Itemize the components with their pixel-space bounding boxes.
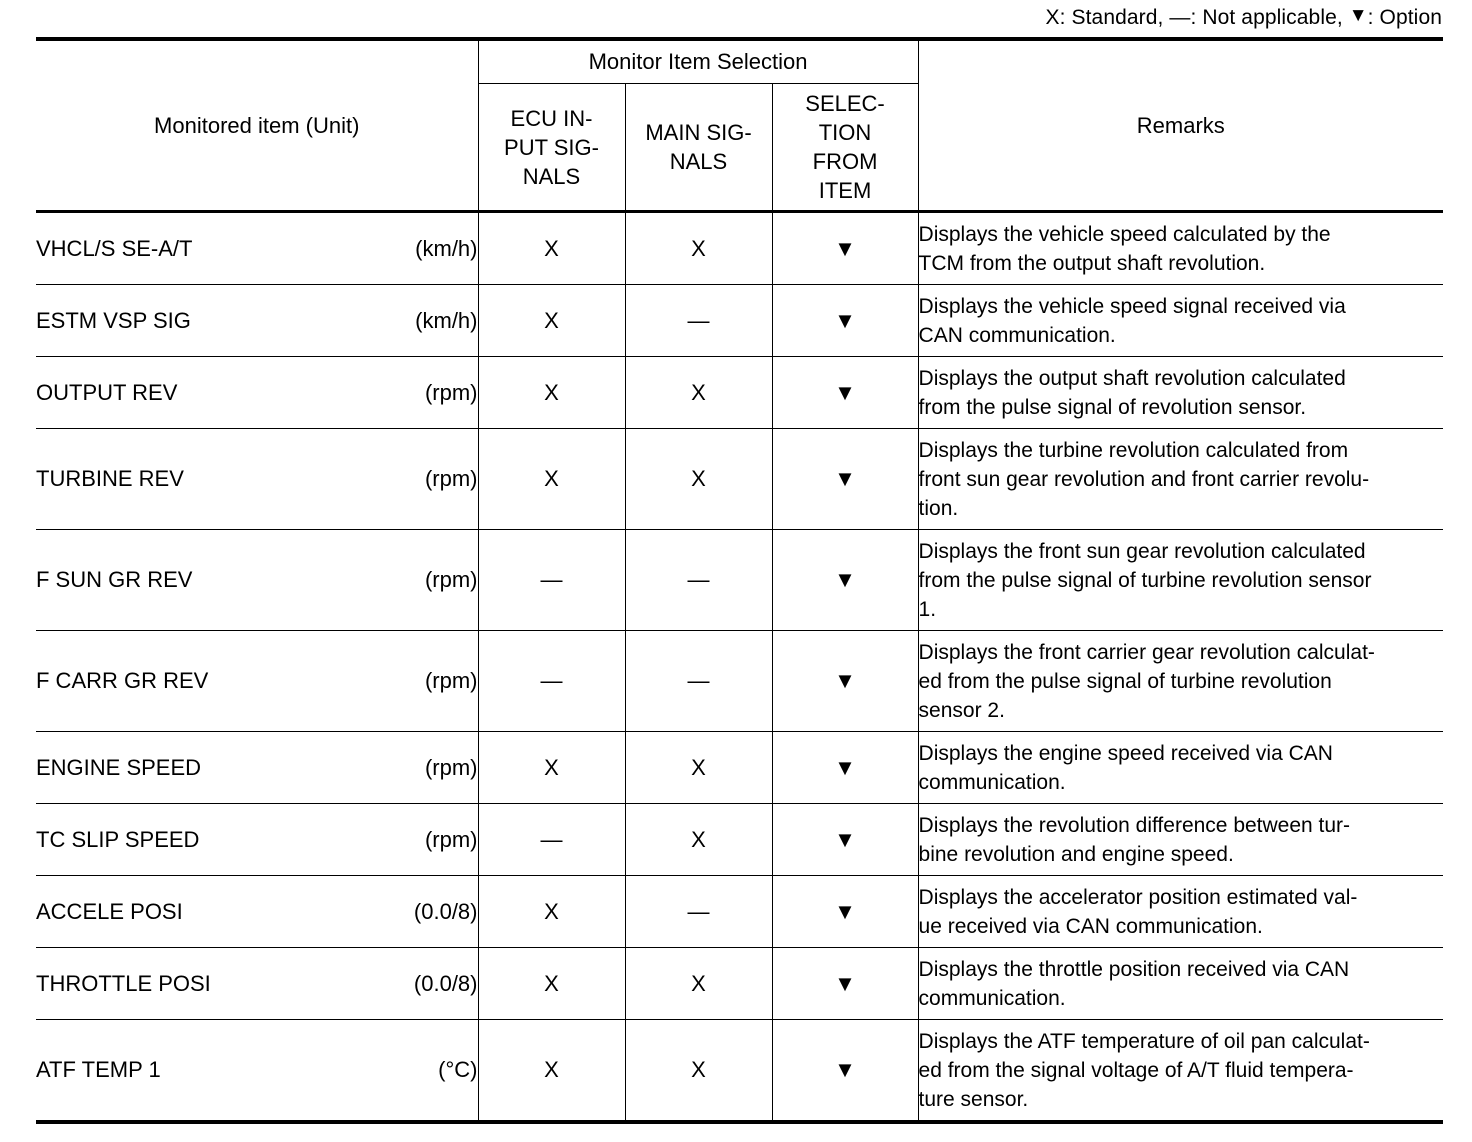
option-triangle-icon: ▼ xyxy=(834,898,856,924)
selection-mark xyxy=(772,876,918,948)
main-signal-mark: X xyxy=(625,948,772,1020)
monitored-item-cell xyxy=(36,212,478,285)
monitored-item-cell xyxy=(36,429,478,530)
selection-mark xyxy=(772,530,918,631)
main-signal-mark: X xyxy=(625,1020,772,1123)
option-triangle-icon: ▼ xyxy=(834,235,856,261)
item-name: F SUN GR REV xyxy=(36,567,193,592)
selection-mark xyxy=(772,804,918,876)
legend-standard: X: Standard, xyxy=(1045,6,1164,29)
header-ecu-line: NALS xyxy=(522,163,581,189)
remark-line: ed from the pulse signal of turbine revolution xyxy=(918,669,1332,693)
main-signal-mark: — xyxy=(625,876,772,948)
main-signal-mark: — xyxy=(625,285,772,357)
legend-not-applicable: —: Not applicable, xyxy=(1169,6,1343,29)
remark-line: Displays the vehicle speed signal received via xyxy=(918,294,1346,318)
selection-mark xyxy=(772,1020,918,1123)
table-row xyxy=(36,948,1443,1020)
option-triangle-icon: ▼ xyxy=(834,1057,856,1082)
remarks-cell xyxy=(918,357,1443,429)
table-row xyxy=(36,212,1443,285)
remarks-cell xyxy=(918,732,1443,804)
item-unit: (°C) xyxy=(438,1057,478,1082)
remark-line: front sun gear revolution and front carrier revolu- xyxy=(918,467,1370,491)
main-signal-mark: X xyxy=(625,357,772,429)
header-selection-line: SELEC- xyxy=(805,91,885,116)
remark-line: ture sensor. xyxy=(918,1087,1029,1111)
remarks-cell xyxy=(918,631,1443,732)
ecu-input-mark: X xyxy=(478,732,625,804)
item-name: THROTTLE POSI xyxy=(36,970,211,996)
remark-line: Displays the ATF temperature of oil pan calculat- xyxy=(918,1029,1370,1053)
option-triangle-icon: ▼ xyxy=(834,754,856,780)
header-selection-line: TION xyxy=(818,120,872,145)
option-triangle-icon: ▼ xyxy=(834,826,856,852)
item-unit: (0.0/8) xyxy=(413,970,478,996)
item-name: ESTM VSP SIG xyxy=(36,307,191,333)
remark-line: bine revolution and engine speed. xyxy=(918,842,1234,866)
remark-line: ed from the signal voltage of A/T fluid tempera- xyxy=(918,1058,1354,1082)
option-triangle-icon: ▼ xyxy=(834,379,856,405)
header-ecu-input-signals xyxy=(478,84,625,212)
monitored-item-cell xyxy=(36,631,478,732)
ecu-input-mark: X xyxy=(478,876,625,948)
ecu-input-mark: X xyxy=(478,212,625,285)
ecu-input-mark: X xyxy=(478,429,625,530)
remark-line: Displays the vehicle speed calculated by the xyxy=(918,222,1331,246)
header-monitor-item-selection: Monitor Item Selection xyxy=(478,39,918,84)
option-triangle-icon: ▼ xyxy=(834,668,856,693)
remark-line: Displays the throttle position received via CAN xyxy=(918,957,1350,981)
item-unit: (rpm) xyxy=(424,567,478,592)
main-signal-mark: X xyxy=(625,804,772,876)
item-name: ACCELE POSI xyxy=(36,898,183,924)
item-unit: (rpm) xyxy=(424,826,478,852)
table-row xyxy=(36,357,1443,429)
table-row xyxy=(36,804,1443,876)
remark-line: from the pulse signal of revolution sensor. xyxy=(918,395,1307,419)
monitored-item-cell xyxy=(36,357,478,429)
legend xyxy=(1046,6,1442,30)
header-selection-line: FROM xyxy=(812,149,878,174)
item-name: TC SLIP SPEED xyxy=(36,826,200,852)
item-unit: (km/h) xyxy=(415,235,478,261)
option-triangle-icon: ▼ xyxy=(834,567,856,592)
selection-mark xyxy=(772,429,918,530)
item-name: TURBINE REV xyxy=(36,466,184,491)
header-ecu-line: PUT SIG- xyxy=(504,134,599,160)
remark-line: from the pulse signal of turbine revolution sensor xyxy=(918,568,1372,592)
remark-line: 1. xyxy=(918,597,937,621)
selection-mark xyxy=(772,285,918,357)
table-row xyxy=(36,876,1443,948)
header-main-line: MAIN SIG- xyxy=(645,120,752,145)
monitored-item-cell xyxy=(36,732,478,804)
table-row xyxy=(36,285,1443,357)
remarks-cell xyxy=(918,285,1443,357)
remark-line: sensor 2. xyxy=(918,698,1005,722)
item-unit: (rpm) xyxy=(424,668,478,693)
option-triangle-icon: ▼ xyxy=(834,970,856,996)
remarks-cell xyxy=(918,429,1443,530)
remarks-cell xyxy=(918,804,1443,876)
remarks-cell xyxy=(918,876,1443,948)
item-unit: (rpm) xyxy=(424,754,478,780)
table-row xyxy=(36,631,1443,732)
monitored-item-cell xyxy=(36,530,478,631)
selection-mark xyxy=(772,212,918,285)
option-triangle-icon: ▼ xyxy=(834,307,856,333)
remarks-cell xyxy=(918,212,1443,285)
ecu-input-mark: X xyxy=(478,1020,625,1123)
remarks-cell xyxy=(918,948,1443,1020)
item-unit: (km/h) xyxy=(415,307,478,333)
item-unit: (rpm) xyxy=(424,379,478,405)
remark-line: Displays the turbine revolution calculated from xyxy=(918,438,1349,462)
remark-line: Displays the revolution difference between tur- xyxy=(918,813,1351,837)
legend-option: : Option xyxy=(1367,6,1442,29)
header-remarks: Remarks xyxy=(918,39,1443,212)
remark-line: communication. xyxy=(918,986,1066,1010)
remark-line: Displays the engine speed received via CAN xyxy=(918,741,1333,765)
table-row xyxy=(36,429,1443,530)
item-name: ENGINE SPEED xyxy=(36,754,202,780)
ecu-input-mark: — xyxy=(478,804,625,876)
main-signal-mark: X xyxy=(625,429,772,530)
monitored-item-cell xyxy=(36,876,478,948)
remarks-cell xyxy=(918,1020,1443,1123)
ecu-input-mark: — xyxy=(478,530,625,631)
header-selection-from-item xyxy=(772,84,918,212)
remark-line: Displays the accelerator position estimated val- xyxy=(918,885,1358,909)
main-signal-mark: X xyxy=(625,212,772,285)
selection-mark xyxy=(772,732,918,804)
header-selection-line: ITEM xyxy=(818,178,872,203)
remark-line: tion. xyxy=(918,496,959,520)
ecu-input-mark: — xyxy=(478,631,625,732)
table-row xyxy=(36,732,1443,804)
selection-mark xyxy=(772,357,918,429)
remark-line: Displays the front sun gear revolution calculated xyxy=(918,539,1366,563)
remark-line: Displays the front carrier gear revolution calculat- xyxy=(918,640,1375,664)
main-signal-mark: — xyxy=(625,631,772,732)
header-monitored-item: Monitored item (Unit) xyxy=(36,39,478,212)
selection-mark xyxy=(772,631,918,732)
header-main-signals xyxy=(625,84,772,212)
remark-line: Displays the output shaft revolution calculated xyxy=(918,366,1346,390)
ecu-input-mark: X xyxy=(478,948,625,1020)
remarks-cell xyxy=(918,530,1443,631)
item-name: VHCL/S SE-A/T xyxy=(36,235,193,261)
item-unit: (rpm) xyxy=(424,466,478,491)
monitored-item-cell xyxy=(36,285,478,357)
item-unit: (0.0/8) xyxy=(413,898,478,924)
table-row xyxy=(36,530,1443,631)
monitored-item-cell xyxy=(36,1020,478,1123)
main-signal-mark: X xyxy=(625,732,772,804)
item-name: F CARR GR REV xyxy=(36,668,209,693)
remark-line: TCM from the output shaft revolution. xyxy=(918,251,1266,275)
header-main-line: NALS xyxy=(669,149,728,174)
ecu-input-mark: X xyxy=(478,357,625,429)
main-signal-mark: — xyxy=(625,530,772,631)
ecu-input-mark: X xyxy=(478,285,625,357)
monitor-item-table xyxy=(36,37,1443,1124)
remark-line: communication. xyxy=(918,770,1066,794)
monitored-item-cell xyxy=(36,804,478,876)
remark-line: ue received via CAN communication. xyxy=(918,914,1263,938)
selection-mark xyxy=(772,948,918,1020)
item-name: ATF TEMP 1 xyxy=(36,1057,161,1082)
option-triangle-icon: ▼ xyxy=(834,466,856,491)
monitored-item-cell xyxy=(36,948,478,1020)
header-ecu-line: ECU IN- xyxy=(510,105,593,131)
item-name: OUTPUT REV xyxy=(36,379,178,405)
table-row xyxy=(36,1020,1443,1123)
option-triangle-icon: ▼ xyxy=(1348,5,1368,26)
remark-line: CAN communication. xyxy=(918,323,1116,347)
